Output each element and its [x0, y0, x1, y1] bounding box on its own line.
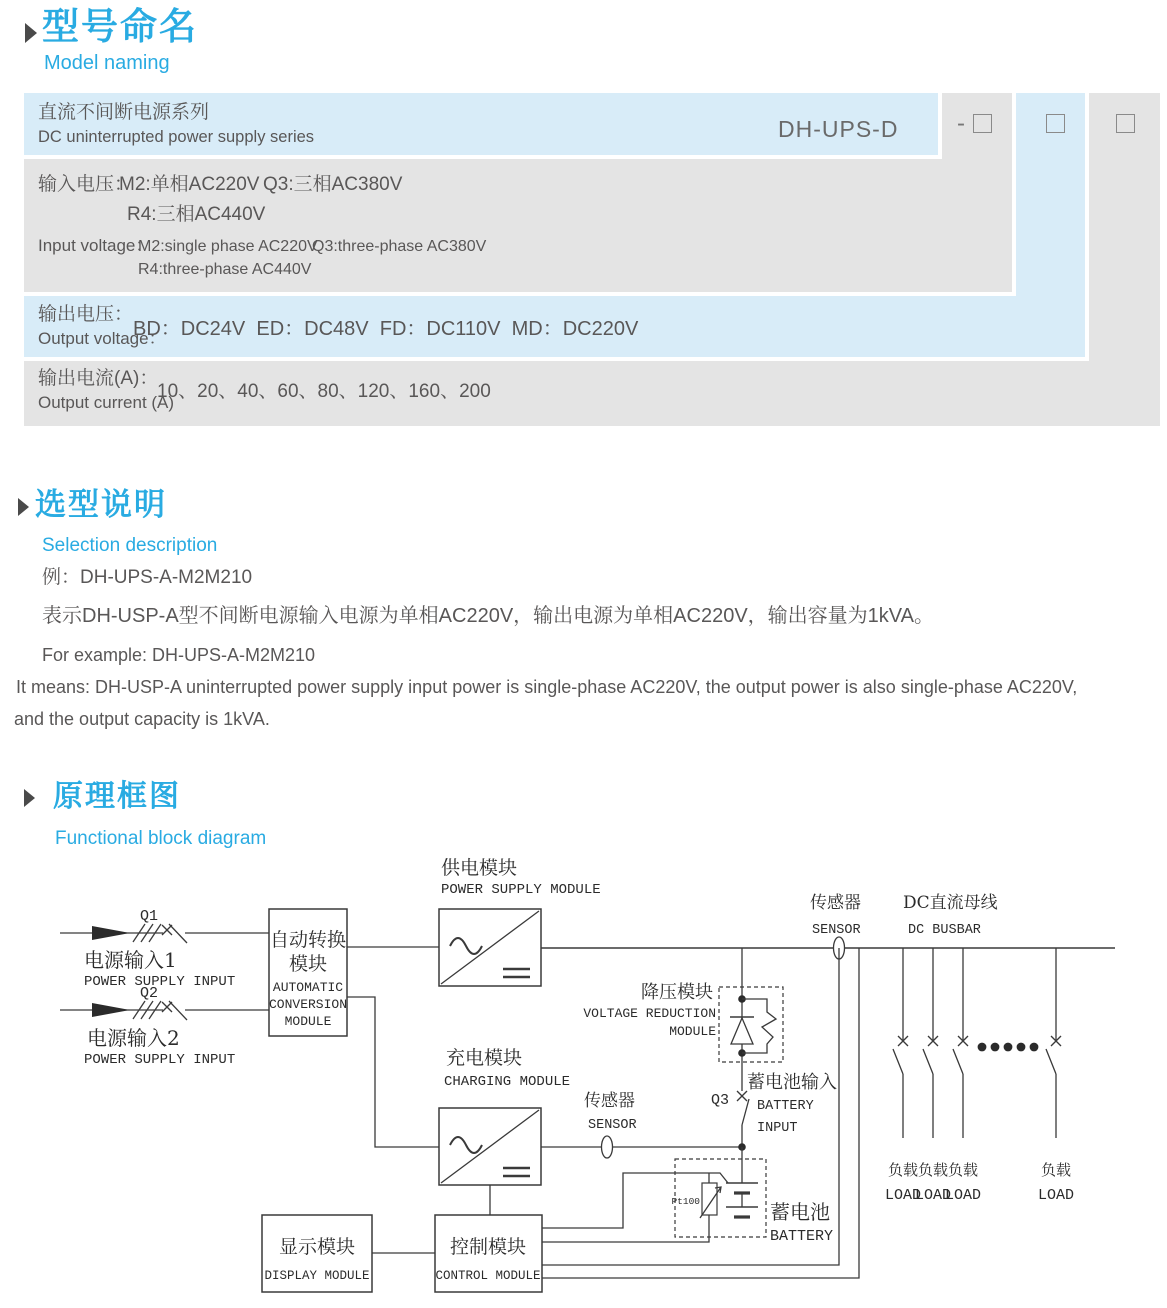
power-input-2: [60, 1001, 269, 1020]
input1-label-zh: 电源输入1: [84, 948, 177, 972]
load-breaker: [1046, 948, 1061, 1138]
charging-sensor-label-zh: 传感器: [584, 1091, 635, 1111]
section3-title-zh: 原理框图: [53, 780, 181, 813]
power-supply-module: [439, 909, 541, 986]
output-current-label-zh: 输出电流(A)：: [38, 368, 159, 389]
series-name-zh: 直流不间断电源系列: [38, 102, 210, 123]
load-feeders: [893, 948, 1061, 1138]
input2-label-en: POWER SUPPLY INPUT: [84, 1052, 236, 1068]
load-label-en: LOAD: [1037, 1187, 1075, 1204]
output-current-value: 10、20、40、60、80、120、160、200: [157, 381, 491, 402]
battery-input-label-en: BATTERY: [757, 1099, 814, 1114]
svg-text:AUTOMATIC: AUTOMATIC: [272, 980, 344, 995]
selection-meaning-en-2: and the output capacity is 1kVA.: [14, 709, 270, 729]
functional-block-diagram: [0, 848, 1167, 1308]
power-module-label-en: POWER SUPPLY MODULE: [441, 882, 601, 898]
section1-title-en: Model naming: [44, 52, 170, 74]
load-label-en: LOAD: [914, 1187, 952, 1204]
section-arrow-icon: [18, 498, 29, 516]
charging-label-en: CHARGING MODULE: [444, 1074, 571, 1090]
suffix-box-1: [973, 114, 992, 133]
svg-text:CONVERSION: CONVERSION: [268, 997, 348, 1012]
busbar-sensor-label-zh: 传感器: [810, 893, 861, 913]
selection-meaning-en-1: It means: DH-USP-A uninterrupted power supply input power is single-phase AC220V, the output power is also single-phase AC220V,: [16, 677, 1078, 697]
input2-label-zh: 电源输入2: [87, 1026, 180, 1050]
svg-text:MODULE: MODULE: [669, 1024, 716, 1039]
power-input-1: [60, 924, 269, 943]
charging-input-wire: [347, 997, 439, 1147]
load-label-zh: 负载: [1040, 1161, 1072, 1179]
load-label-zh: 负载: [887, 1161, 919, 1179]
charging-sensor-icon: [602, 1136, 613, 1158]
display-module-label-en: DISPLAY MODULE: [264, 1269, 370, 1283]
pt100-label: Pt100: [671, 1196, 700, 1207]
load-breaker: [953, 948, 968, 1138]
load-label-zh: 负载: [917, 1161, 949, 1179]
svg-text:INPUT: INPUT: [757, 1121, 798, 1136]
power-module-label-zh: 供电模块: [441, 857, 518, 879]
input-voltage-en-2: Q3:three-phase AC380V: [312, 238, 487, 255]
charging-label-zh: 充电模块: [446, 1047, 523, 1069]
output-voltage-label-zh: 输出电压：: [38, 304, 134, 325]
busbar-label-en: DC BUSBAR: [908, 923, 981, 938]
input-voltage-zh-2: Q3:三相AC380V: [263, 174, 403, 195]
load-label-en: LOAD: [944, 1187, 982, 1204]
q1-label: Q1: [140, 908, 159, 925]
suffix-dash: -: [957, 110, 965, 137]
input-voltage-en-1: M2:single phase AC220V: [138, 238, 318, 255]
battery-input-label-zh: 蓄电池输入: [747, 1072, 837, 1093]
voltage-reduction-module: [719, 948, 783, 1091]
model-code: DH-UPS-D: [778, 116, 899, 142]
output-voltage-value: BD：DC24V ED：DC48V FD：DC110V MD：DC220V: [133, 318, 639, 340]
suffix-box-3: [1116, 114, 1135, 133]
selection-meaning-zh: 表示DH-USP-A型不间断电源输入电源为单相AC220V，输出电源为单相AC220V，输出容量为1kVA。: [42, 605, 934, 627]
battery-block: [675, 1147, 766, 1237]
q2-label: Q2: [140, 985, 159, 1002]
bypass-element-icon: [742, 999, 776, 1053]
load-label-en: LOAD: [884, 1187, 922, 1204]
battery-input-breaker-q3: [737, 1091, 749, 1147]
busbar-label-zh: DC直流母线: [903, 893, 998, 913]
selection-example-zh: 例：DH-UPS-A-M2M210: [42, 567, 253, 588]
vrm-label-en: VOLTAGE REDUCTION: [583, 1006, 716, 1021]
input-voltage-label-zh: 输入电压：: [38, 174, 134, 195]
suffix-box-2: [1046, 114, 1065, 133]
output-current-label-en: Output current (A): [38, 393, 175, 412]
svg-text:模块: 模块: [288, 953, 328, 975]
control-module-label-zh: 控制模块: [449, 1236, 527, 1258]
ellipsis-dots-icon: [978, 1043, 1039, 1052]
section2-title-zh: 选型说明: [35, 487, 167, 522]
pt100-sensor-icon: [702, 1183, 717, 1215]
battery-label-zh: 蓄电池: [770, 1200, 830, 1224]
section-arrow-icon: [24, 789, 35, 807]
selection-example-en: For example: DH-UPS-A-M2M210: [42, 645, 316, 665]
svg-text:MODULE: MODULE: [284, 1014, 332, 1029]
input-voltage-label-en: Input voltage：: [38, 236, 153, 255]
input-voltage-zh-3: R4:三相AC440V: [127, 204, 266, 225]
input-voltage-en-3: R4:three-phase AC440V: [138, 261, 312, 278]
battery-label-en: BATTERY: [770, 1228, 834, 1245]
series-name-en: DC uninterrupted power supply series: [38, 128, 315, 146]
auto-module-label: 自动转换: [269, 929, 347, 951]
output-voltage-label-en: Output voltage：: [38, 329, 166, 348]
section3-title-en: Functional block diagram: [55, 828, 267, 849]
load-breaker: [923, 948, 938, 1138]
load-label-zh: 负载: [947, 1161, 979, 1179]
charging-module: [439, 1108, 541, 1185]
section1-title-zh: 型号命名: [42, 6, 198, 47]
display-module-label-zh: 显示模块: [278, 1236, 356, 1258]
busbar-sensor-label-en: SENSOR: [812, 923, 861, 938]
charging-sensor-label-en: SENSOR: [588, 1118, 637, 1133]
section-arrow-icon: [25, 23, 37, 43]
vrm-label-zh: 降压模块: [641, 982, 713, 1003]
input-voltage-zh-1: M2:单相AC220V: [119, 174, 260, 195]
control-module-label-en: CONTROL MODULE: [435, 1269, 541, 1283]
input1-label-en: POWER SUPPLY INPUT: [84, 974, 236, 990]
q3-label: Q3: [710, 1092, 729, 1109]
load-breaker: [893, 948, 908, 1138]
diode-icon: [731, 1018, 753, 1044]
section2-title-en: Selection description: [42, 535, 218, 556]
